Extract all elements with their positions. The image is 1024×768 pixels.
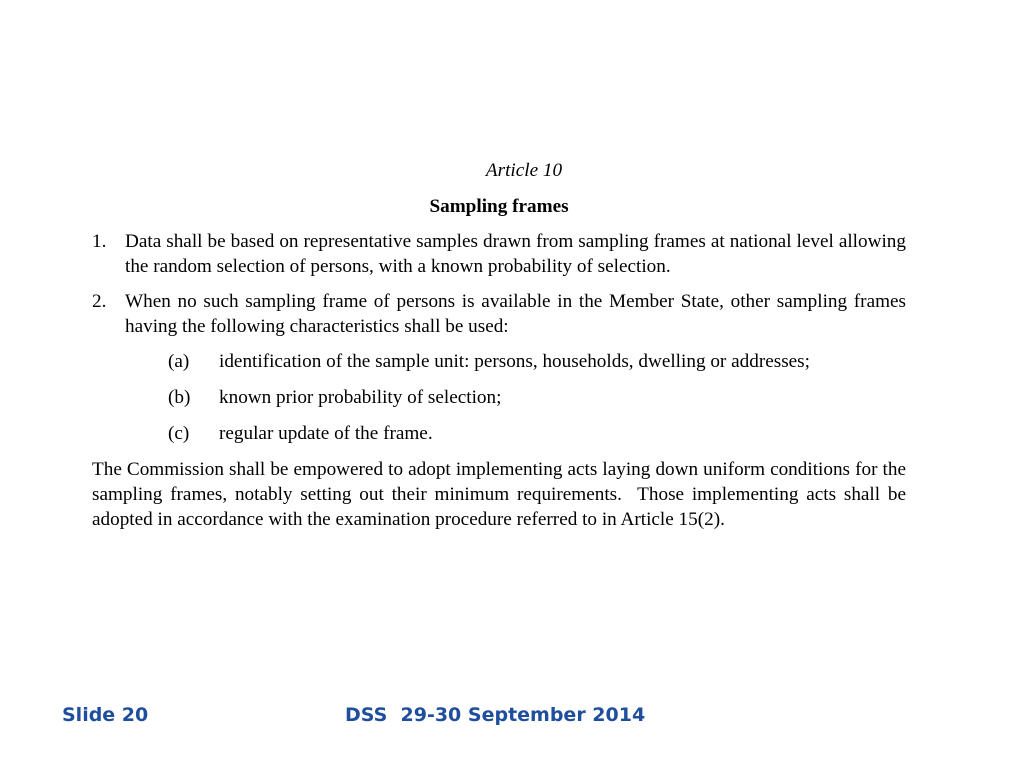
characteristics-list (92, 349, 906, 446)
list-item (92, 349, 906, 374)
paragraph-number: 2. (92, 291, 107, 312)
paragraph-1 (92, 229, 906, 279)
list-item-letter: (a) (168, 351, 190, 372)
list-item (92, 385, 906, 410)
article-heading: Sampling frames (429, 196, 569, 217)
paragraph-text: When no such sampling frame of persons is available in the Member State, other sampling frames having the following characteristics shall be used: (125, 291, 906, 337)
list-item-text: known prior probability of selection; (219, 387, 502, 408)
list-item-letter: (c) (168, 423, 190, 444)
list-item-letter: (b) (168, 387, 191, 408)
paragraph-2 (92, 289, 906, 339)
list-item (92, 421, 906, 446)
closing-paragraph: The Commission shall be empowered to adopt implementing acts laying down uniform conditions for the sampling frames, notably setting out their minimum requirements. Those implementing acts shall be adopted in accordance with the examination procedure referred to in Article 15(2). (92, 459, 911, 530)
article-number: Article 10 (485, 160, 563, 181)
list-item-text: identification of the sample unit: persons, households, dwelling or addresses; (219, 351, 810, 372)
slide-number: Slide 20 (62, 704, 149, 726)
event-label: DSS 29-30 September 2014 (345, 704, 646, 726)
list-item-text: regular update of the frame. (219, 423, 433, 444)
paragraph-text: Data shall be based on representative samples drawn from sampling frames at national level allowing the random selection of persons, with a known probability of selection. (125, 231, 906, 277)
article-content (92, 158, 911, 532)
paragraph-number: 1. (92, 231, 107, 252)
